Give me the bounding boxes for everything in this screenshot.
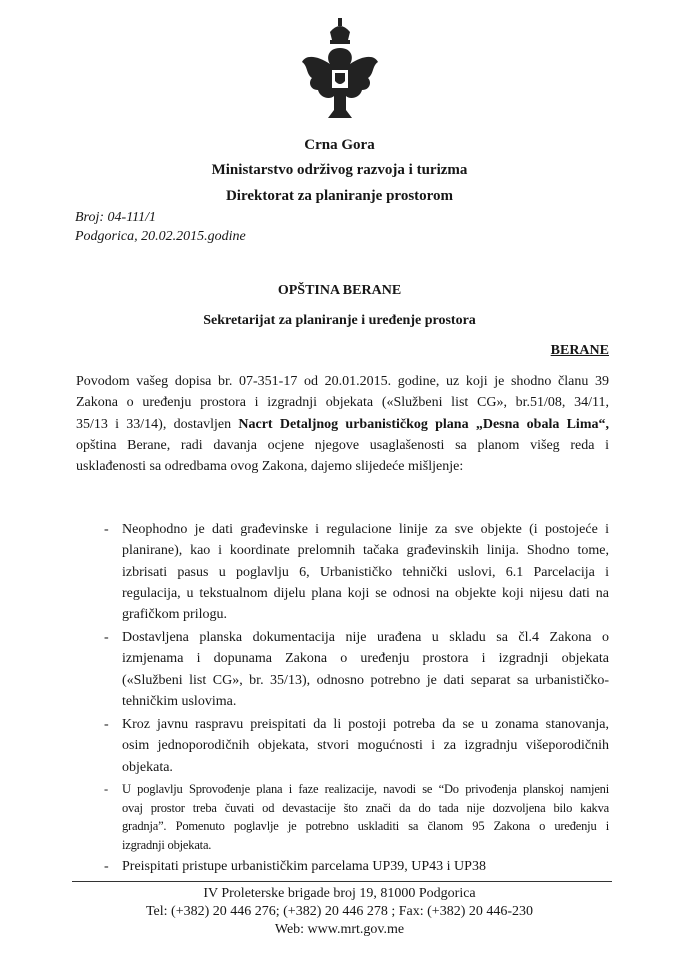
bullet-dash: - bbox=[104, 782, 108, 796]
text-line: opština Berane, radi davanja ocjene njegove usaglašenosti sa planom višeg reda i bbox=[76, 437, 609, 453]
intro-paragraph bbox=[76, 371, 609, 477]
footer-address: IV Proleterske brigade broj 19, 81000 Podgorica bbox=[203, 886, 476, 901]
text-line: tehničkim uslovima. bbox=[122, 693, 237, 709]
text-line: Povodom vašeg dopisa br. 07-351-17 od 20.01.2015. godine, uz koji je shodno članu 39 bbox=[76, 374, 609, 389]
text-line: izmjenama i dopunama Zakona o uređenju prostora i izgradnji objekata bbox=[122, 651, 609, 667]
text-line: («Službeni list CG», br. 35/13), odnosno potrebno je dati separat sa urbanističko- bbox=[122, 672, 609, 688]
header-directorate: Direktorat za planiranje prostorom bbox=[225, 188, 454, 204]
recipient-municipality: OPŠTINA BERANE bbox=[277, 283, 402, 298]
bullet-dash: - bbox=[104, 717, 109, 732]
text-line: Preispitati pristupe urbanističkim parcelama UP39, UP43 i UP38 bbox=[122, 859, 486, 874]
list-item bbox=[104, 714, 609, 778]
text-line: U poglavlju Sprovođenje plana i faze realizacije, navodi se “Do privođenja planskoj namjeni bbox=[122, 782, 609, 796]
list-item bbox=[104, 627, 609, 712]
document-number: Broj: 04-111/1 bbox=[75, 210, 157, 225]
text-line: izbrisati pasus u poglavlju 6, Urbanističko tehnički uslovi, 6.1 Parcelacija i bbox=[122, 564, 609, 580]
list-item bbox=[104, 856, 609, 877]
header-country: Crna Gora bbox=[304, 137, 375, 153]
bullet-dash: - bbox=[104, 522, 109, 537]
text-line: Kroz javnu raspravu preispitati da li postoji potreba da se u zonama stanovanja, bbox=[122, 717, 609, 732]
text-line: osim jednoporodičnih objekata, stvori mogućnosti i za izgradnju višeporodičnih bbox=[122, 738, 609, 754]
text-line: Dostavljena planska dokumentacija nije urađena u skladu sa čl.4 Zakona o bbox=[122, 630, 609, 645]
plan-title: Nacrt Detaljnog urbanističkog plana „Desna obala Lima“, bbox=[238, 416, 609, 432]
text-line: regulacija, u tekstualnom dijelu plana koji se odnosi na objekte koji nijesu dati na bbox=[122, 585, 609, 601]
footer-web: Web: www.mrt.gov.me bbox=[274, 922, 405, 937]
recipient-city: BERANE bbox=[550, 343, 609, 358]
recipient-secretariat: Sekretarijat za planiranje i uređenje prostora bbox=[203, 313, 476, 328]
bullet-dash: - bbox=[104, 859, 109, 874]
text-line bbox=[76, 414, 609, 435]
text-line: izgradnji objekata. bbox=[122, 837, 212, 852]
text-line: grafičkom prilogu. bbox=[122, 607, 227, 623]
coat-of-arms-emblem bbox=[300, 18, 380, 122]
header-ministry: Ministarstvo održivog razvoja i turizma bbox=[211, 162, 468, 178]
text-line: ovaj prostor treba čuvati od devastacije što znači da do tada nije dozvoljena bilo kakva bbox=[122, 800, 609, 815]
text-span: 35/13 i 33/14), dostavljen bbox=[76, 416, 239, 432]
footer-divider bbox=[72, 881, 612, 882]
text-line: objekata. bbox=[122, 759, 173, 775]
text-line: Neophodno je dati građevinske i regulacione linije za sve objekte (i postojeće i bbox=[122, 522, 609, 537]
text-line: planirane), kao i koordinate prelomnih tačaka građevinskih linija. Shodno tome, bbox=[122, 543, 609, 559]
text-line: usklađenosti sa odredbama ovog Zakona, dajemo slijedeće mišljenje: bbox=[76, 459, 464, 475]
text-line: Zakona o uređenju prostora i izgradnji objekata («Službeni list CG», br.51/08, 34/11, bbox=[76, 395, 609, 411]
list-item bbox=[104, 780, 609, 854]
footer-phones: Tel: (+382) 20 446 276; (+382) 20 446 278 ; Fax: (+382) 20 446-230 bbox=[145, 904, 534, 919]
text-line: gradnja”. Pomenuto poglavlje je potrebno uskladiti sa članom 95 Zakona o uređenju i bbox=[122, 819, 609, 834]
place-date: Podgorica, 20.02.2015.godine bbox=[75, 229, 246, 244]
bullet-dash: - bbox=[104, 630, 109, 645]
list-item bbox=[104, 519, 609, 625]
